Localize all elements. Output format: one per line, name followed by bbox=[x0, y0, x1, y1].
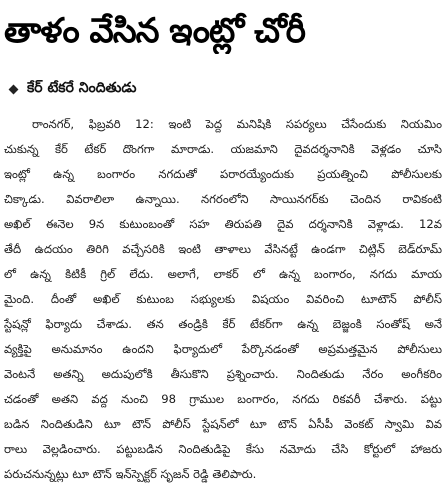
body-line: రాంనగర్, ఫిబ్రవరి 12: ఇంటి పెద్ద మనిషికి సపర్యలు చేసేందుకు నియమిం bbox=[32, 117, 442, 131]
body-line: చుకున్న కేర్ టేకర్ దొంగగా మారాడు. యజమాని దైవదర్శనానికి వెళ్లడం చూసి bbox=[4, 142, 442, 156]
body-line: స్టేషన్లో ఫిర్యాదు చేశాడు. తన తండ్రికి కేర్ టేకర్‌గా ఉన్న బెజ్జంకి సంతోష్ అనే bbox=[4, 317, 442, 331]
body-line: మైంది. దీంతో అఖిల్ కుటుంబ సభ్యులకు విషయం వివరించి టూటౌన్ పోలీస్ bbox=[4, 292, 442, 306]
diamond-bullet-icon bbox=[9, 84, 19, 94]
body-line: అఖిల్ ఈనెల 9న కుటుంబంతో సహ తిరుపతి దైవ దర్శనానికి వెళ్లాడు. 12వ bbox=[4, 217, 442, 231]
body-line: తేదీ ఉదయం తిరిగి వచ్చేసరికి ఇంటి తాళాలు వేసినట్టే ఉండగా చిట్లిన్ బెడ్‌రూమ్ bbox=[4, 242, 442, 256]
subheadline: కేర్ టేకరే నిందితుడు bbox=[27, 79, 137, 96]
body-line: రాలు వెల్లడించారు. పట్టుబడిన నిందితుడిపై కేసు నమోదు చేసి కోర్టులో హాజరు bbox=[4, 442, 442, 456]
body-line: బడిన నిందితుడిని టూ టౌన్ పోలీస్ స్టేషన్‌లో టూ టౌన్ ఏసీపీ వెంకట్ స్వామి వివ bbox=[4, 417, 442, 431]
body-line: చడంతో అతని వద్ద నుంచి 98 గ్రాముల బంగారం, నగదు రికవరీ చేశారు. పట్టు bbox=[4, 392, 442, 406]
body-line: చిక్కాడు. వివరాలిలా ఉన్నాయి. నగరంలోని సాయినగర్‌కు చెందిన రావికంటి bbox=[4, 192, 442, 206]
headline: తాళం వేసిన ఇంట్లో చోరీ bbox=[4, 11, 305, 51]
subhead-row bbox=[4, 78, 442, 100]
article-body bbox=[4, 112, 442, 487]
body-line: ఇంట్లో ఉన్న బంగారం నగదుతో పరారయ్యేందుకు ప్రయత్నించి పోలీసులకు bbox=[4, 167, 442, 181]
body-line: లో ఉన్న కిటికీ గ్రిల్ లేదు. అలాగే, లాకర్ లో ఉన్న బంగారం, నగదు మాయ bbox=[4, 267, 442, 281]
body-line: వెంటనే అతన్ని అదుపులోకి తీసుకొని ప్రశ్నించారు. నిందితుడు నేరం అంగీకరిం bbox=[4, 367, 442, 381]
body-line: వ్యక్తిపై అనుమానం ఉందని ఫిర్యాదులో పేర్కొనడంతో అప్రమత్తమైన పోలీసులు bbox=[4, 342, 442, 356]
body-line: పరుచనున్నట్లు టూ టౌన్ ఇన్‌స్పెక్టర్ సృజన్ రెడ్డి తెలిపారు. bbox=[4, 467, 257, 481]
